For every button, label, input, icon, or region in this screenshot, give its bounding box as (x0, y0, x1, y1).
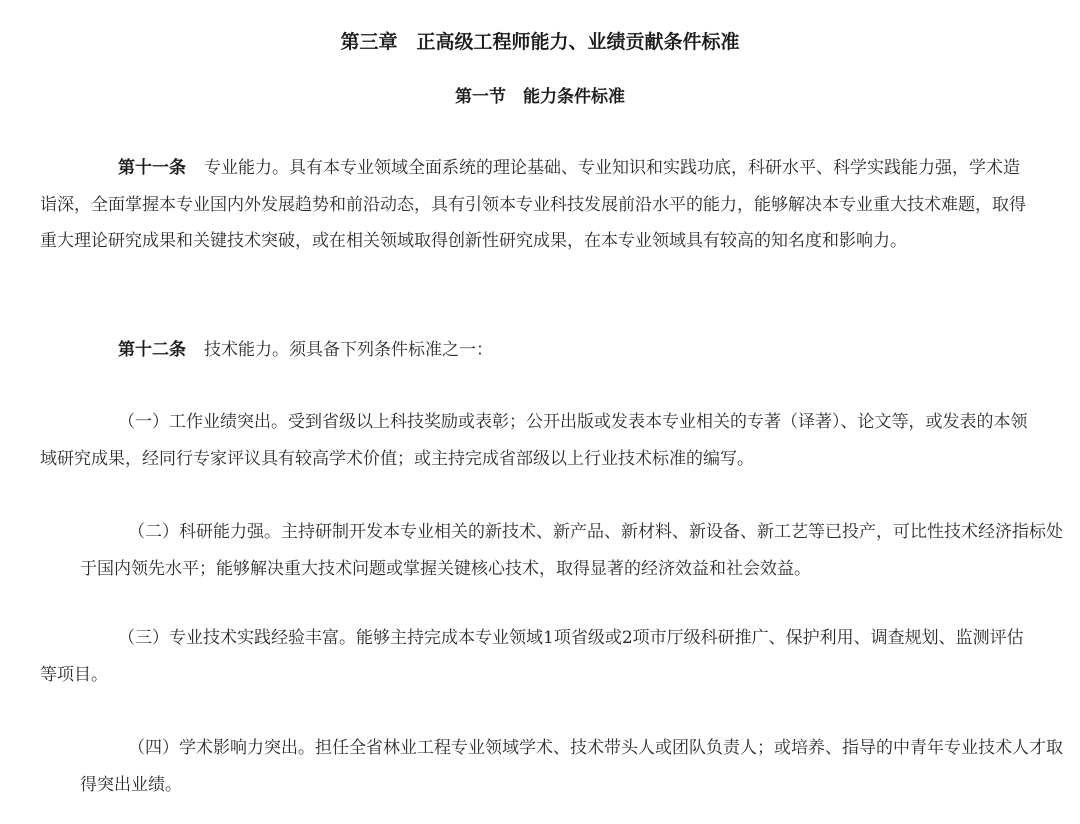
section-title: 第一节 能力条件标准 (455, 87, 625, 107)
chapter-title: 第三章 正高级工程师能力、业绩贡献条件标准 (340, 31, 740, 53)
item-3: （三）专业技术实践经验丰富。能够主持完成本专业领域1项省级或2项市厅级科研推广、保护利用、调查规划、监测评估等项目。 (40, 628, 1024, 685)
article-12 (40, 332, 1030, 369)
article-11 (40, 150, 1030, 260)
item-4: （四）学术影响力突出。担任全省林业工程专业领域学术、技术带头人或团队负责人；或培养、指导的中青年专业技术人才取得突出业绩。 (80, 738, 1063, 795)
article-11-text: 专业能力。具有本专业领域全面系统的理论基础、专业知识和实践功底，科研水平、科学实践能力强，学术造诣深，全面掌握本专业国内外发展趋势和前沿动态，具有引领本专业科技发展前沿水平的能力，能够解决本专业重大技术难题，取得重大理论研究成果和关键技术突破，或在相关领域取得创新性研究成果，在本专业领域具有较高的知名度和影响力。 (40, 158, 1026, 251)
item-1: （一）工作业绩突出。受到省级以上科技奖励或表彰；公开出版或发表本专业相关的专著（译著）、论文等，或发表的本领域研究成果，经同行专家评议具有较高学术价值；或主持完成省部级以上行业技术标准的编写。 (40, 412, 1028, 469)
item-2: （二）科研能力强。主持研制开发本专业相关的新技术、新产品、新材料、新设备、新工艺等已投产，可比性技术经济指标处于国内领先水平；能够解决重大技术问题或掌握关键核心技术，取得显著的经济效益和社会效益。 (80, 522, 1063, 579)
article-12-label: 第十二条 (118, 340, 186, 360)
article-11-label: 第十一条 (118, 158, 186, 178)
article-12-text: 技术能力。须具备下列条件标准之一： (204, 340, 493, 360)
